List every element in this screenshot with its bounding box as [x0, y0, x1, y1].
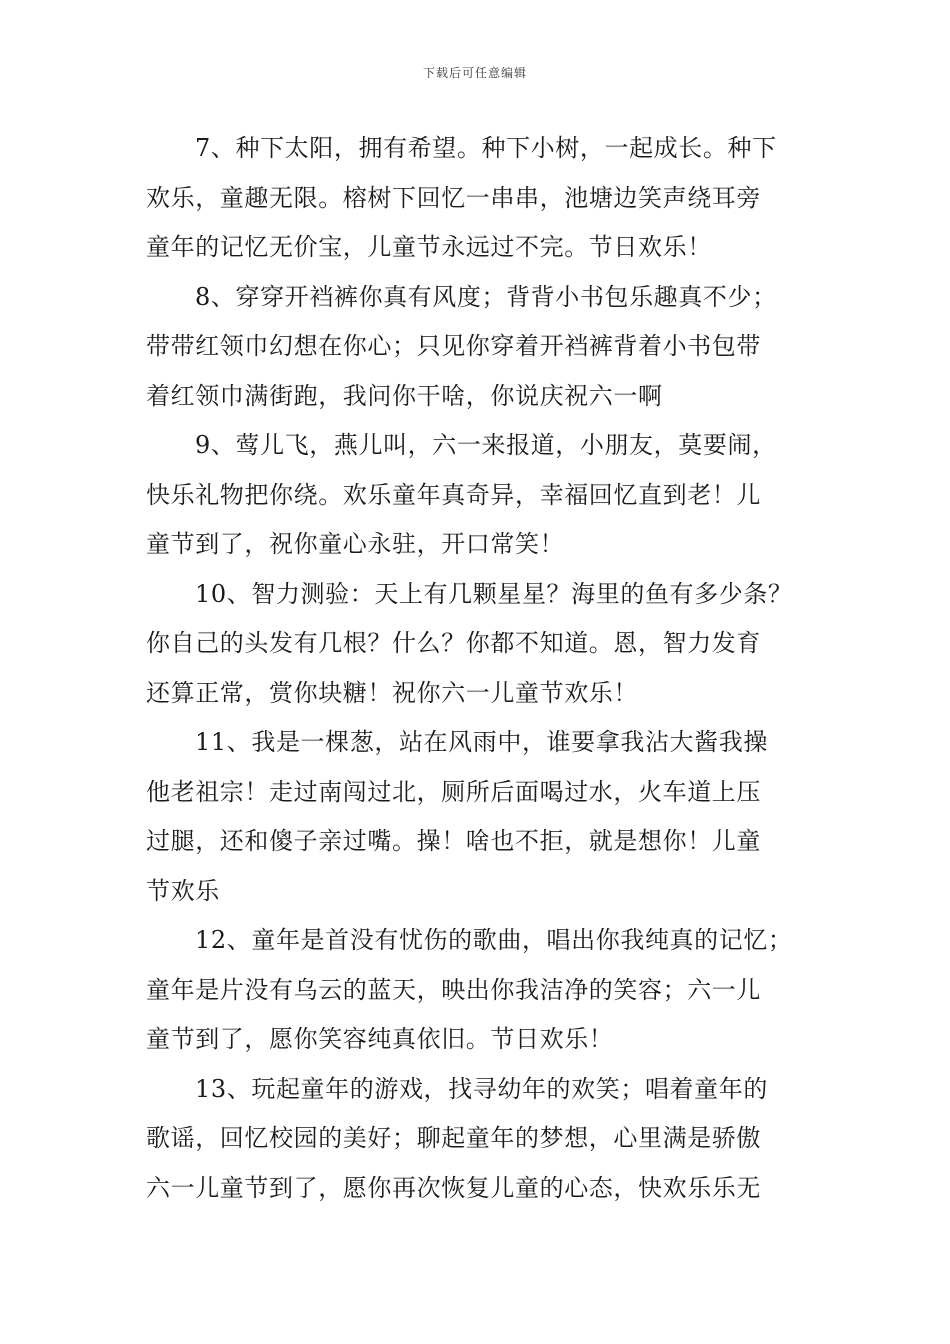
- paragraph-line: 着红领巾满街跑，我问你干啥，你说庆祝六一啊: [146, 381, 663, 410]
- paragraph: [146, 124, 816, 273]
- paragraph-line: 7、种下太阳，拥有希望。种下小树，一起成长。种下: [195, 134, 777, 162]
- paragraph: [146, 421, 816, 570]
- paragraph-line: 带带红领巾幻想在你心；只见你穿着开裆裤背着小书包带: [146, 332, 761, 360]
- paragraph-line: 六一儿童节到了，愿你再次恢复儿童的心态，快欢乐乐无: [146, 1173, 761, 1202]
- header-note: 下载后可任意编辑: [422, 66, 527, 80]
- paragraph-line: 11、我是一棵葱，站在风雨中，谁要拿我沾大酱我操: [195, 728, 768, 756]
- paragraph-line: 童节到了，祝你童心永驻，开口常笑！: [146, 530, 565, 558]
- paragraph-line: 童节到了，愿你笑容纯真依旧。节日欢乐！: [146, 1025, 614, 1053]
- paragraph-line: 你自己的头发有几根？什么？你都不知道。恩，智力发育: [146, 629, 761, 657]
- paragraph-line: 过腿，还和傻子亲过嘴。操！啥也不拒，就是想你！儿童: [146, 827, 761, 855]
- paragraph-line: 8、穿穿开裆裤你真有风度；背背小书包乐趣真不少；: [195, 282, 777, 311]
- paragraph-line: 童年的记忆无价宝，儿童节永远过不完。节日欢乐！: [146, 233, 712, 261]
- paragraph: [146, 718, 816, 916]
- paragraph-line: 12、童年是首没有忧伤的歌曲，唱出你我纯真的记忆；: [195, 926, 793, 954]
- paragraph-line: 10、智力测验：天上有几颗星星？海里的鱼有多少条？: [195, 579, 793, 608]
- document-body: [146, 124, 816, 1213]
- paragraph-line: 还算正常，赏你块糖！祝你六一儿童节欢乐！: [146, 678, 638, 707]
- paragraph-line: 童年是片没有乌云的蓝天，映出你我洁净的笑容；六一儿: [146, 975, 761, 1004]
- paragraph-line: 欢乐，童趣无限。榕树下回忆一串串，池塘边笑声绕耳旁: [146, 183, 761, 212]
- paragraph-line: 9、莺儿飞，燕儿叫，六一来报道，小朋友，莫要闹，: [195, 431, 777, 459]
- paragraph-line: 歌谣，回忆校园的美好；聊起童年的梦想，心里满是骄傲: [146, 1124, 761, 1152]
- paragraph-line: 快乐礼物把你绕。欢乐童年真奇异，幸福回忆直到老！儿: [146, 480, 761, 509]
- paragraph-line: 他老祖宗！走过南闯过北，厕所后面喝过水，火车道上压: [146, 777, 761, 806]
- paragraph: [146, 570, 816, 719]
- paragraph: [146, 1065, 816, 1214]
- paragraph: [146, 916, 816, 1065]
- paragraph-line: 13、玩起童年的游戏，找寻幼年的欢笑；唱着童年的: [195, 1074, 768, 1103]
- paragraph-line: 节欢乐: [146, 876, 220, 905]
- paragraph: [146, 273, 816, 422]
